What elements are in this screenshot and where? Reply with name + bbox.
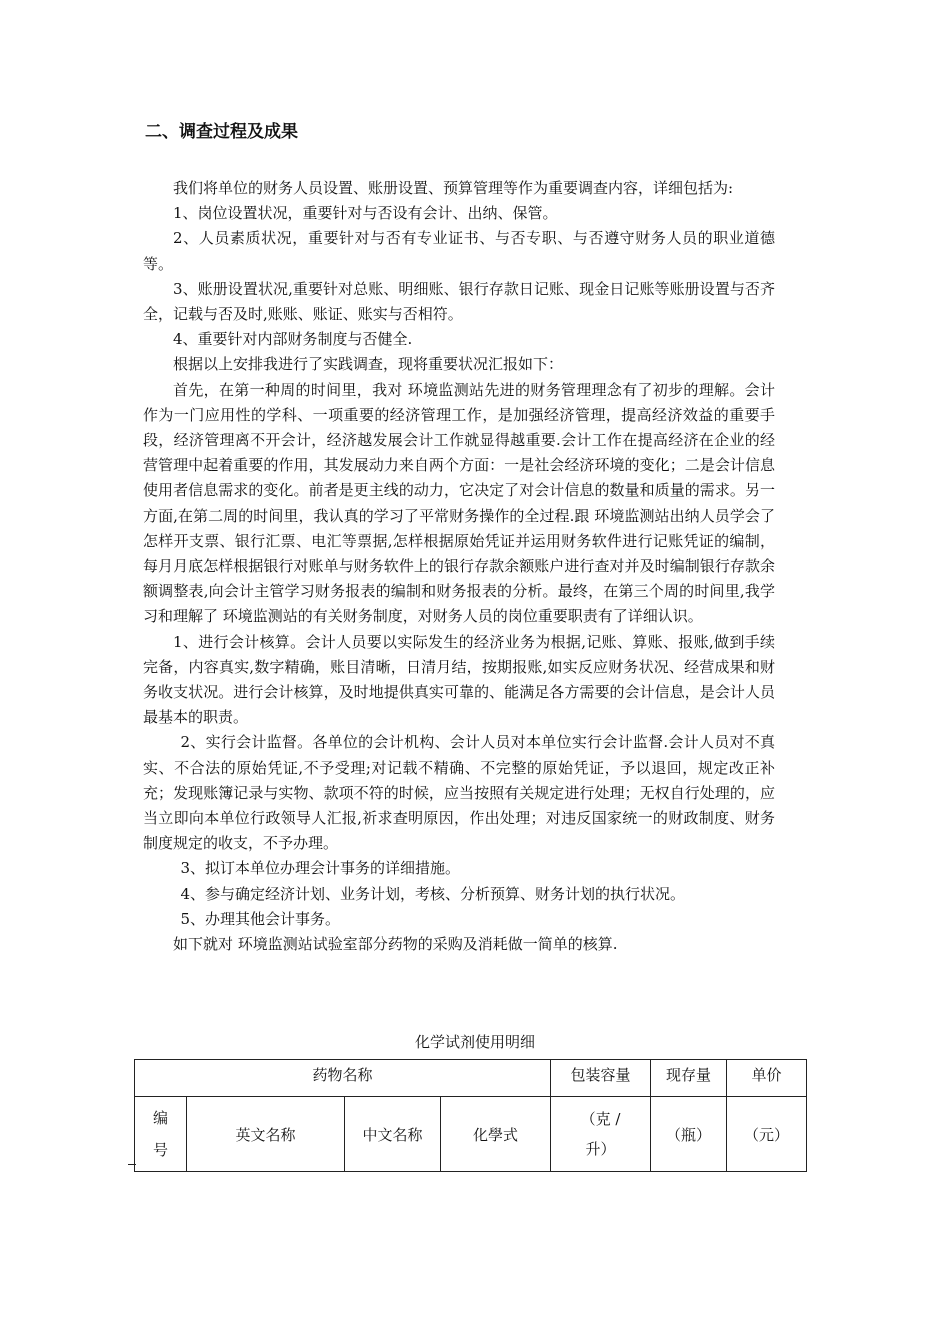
paragraph-item-1: 1、岗位设置状况，重要针对与否设有会计、出纳、保管。 — [173, 204, 558, 223]
table-header-row — [135, 1060, 807, 1097]
body-text — [143, 176, 775, 957]
package-unit-line-2: 升） — [585, 1140, 616, 1158]
reagent-table — [134, 1059, 807, 1172]
table-subheader-row — [135, 1097, 807, 1172]
english-name-header: 英文名称 — [187, 1097, 345, 1172]
package-capacity-header: 包装容量 — [551, 1060, 651, 1097]
stock-unit-cell: （瓶） — [651, 1097, 727, 1172]
package-unit-cell — [551, 1097, 651, 1172]
number-header-line-2: 号 — [152, 1141, 168, 1159]
paragraph-practice: 首先，在第一种周的时间里，我对 环境监测站先进的财务管理理念有了初步的理解。会计作为一门应用性的学科、一项重要的经济管理工作，是加强经济管理，提高经济效益的重要手段，经济管理离不开会计，经济越发展会计工作就显得越重要.会计工作在提高经济在企业的经营管理中起着重要的作用，其发展动力来自两个方面：一是社会经济环境的变化；二是会计信息使用者信息需求的变化。前者是更主线的动力，它决定了对会计信息的数量和质量的需求。另一方面,在第二周的时间里，我认真的学习了平常财务操作的全过程.跟 环境监测站出纳人员学会了怎样开支票、银行汇票、电汇等票据,怎样根据原始凭证并运用财务软件进行记账凭证的编制，每月月底怎样根据银行对账单与财务软件上的银行存款余额账户进行查对并及时编制银行存款余额调整表,向会计主管学习财务报表的编制和财务报表的分析。最终，在第三个周的时间里,我学习和理解了 环境监测站的有关财务制度，对财务人员的岗位重要职责有了详细认识。 — [143, 380, 775, 626]
paragraph-item-3: 3、账册设置状况,重要针对总账、明细账、银行存款日记账、现金日记账等账册设置与否齐全，记载与否及时,账账、账证、账实与否相符。 — [143, 279, 775, 324]
paragraph-duty-3: 3、拟订本单位办理会计事务的详细措施。 — [180, 859, 461, 878]
table-caption: 化学试剂使用明细 — [414, 1033, 535, 1051]
paragraph-table-intro: 如下就对 环境监测站试验室部分药物的采购及消耗做一简单的核算. — [173, 935, 618, 954]
paragraph-duty-5: 5、办理其他会计事务。 — [180, 909, 341, 928]
paragraph-item-2: 2、人员素质状况，重要针对与否有专业证书、与否专职、与否遵守财务人员的职业道德等。 — [143, 229, 775, 273]
paragraph-duty-2: 2、实行会计监督。各单位的会计机构、会计人员对本单位实行会计监督.会计人员对不真实、不合法的原始凭证,不予受理;对记载不精确、不完整的原始凭证，予以退回，规定改正补充；发现账簿记录与实物、款项不符的时候，应当按照有关规定进行处理；无权自行处理的，应当立即向本单位行政领导人汇报,祈求查明原因，作出处理；对违反国家统一的财政制度、财务制度规定的收支，不予办理。 — [143, 733, 775, 853]
price-unit-cell: （元） — [727, 1097, 807, 1172]
package-unit-line-1: （克 / — [580, 1110, 621, 1128]
section-heading: 二、调查过程及成果 — [145, 122, 298, 142]
paragraph-duty-1: 1、进行会计核算。会计人员要以实际发生的经济业务为根据,记账、算账、报账,做到手续完备，内容真实,数字精确，账目清晰，日清月结，按期报账,如实反应财务状况、经营成果和财务收支状况。进行会计核算，及时地提供真实可靠的、能满足各方需要的会计信息，是会计人员最基本的职责。 — [143, 632, 775, 727]
paragraph-item-4: 4、重要针对内部财务制度与否健全. — [173, 330, 413, 349]
number-header-cell — [135, 1097, 187, 1172]
chemical-formula-header: 化學式 — [441, 1097, 551, 1172]
chinese-name-header: 中文名称 — [345, 1097, 441, 1172]
drug-name-header: 药物名称 — [135, 1060, 551, 1097]
stock-header: 现存量 — [651, 1060, 727, 1097]
table-edge-mark — [128, 1164, 136, 1165]
number-header-line-1: 编 — [152, 1109, 168, 1127]
paragraph-duty-4: 4、参与确定经济计划、业务计划，考核、分析预算、财务计划的执行状况。 — [180, 884, 686, 903]
unit-price-header: 单价 — [727, 1060, 807, 1097]
paragraph-intro: 我们将单位的财务人员设置、账册设置、预算管理等作为重要调查内容，详细包括为: — [173, 179, 734, 197]
paragraph-report-intro: 根据以上安排我进行了实践调查，现将重要状况汇报如下： — [173, 355, 564, 374]
